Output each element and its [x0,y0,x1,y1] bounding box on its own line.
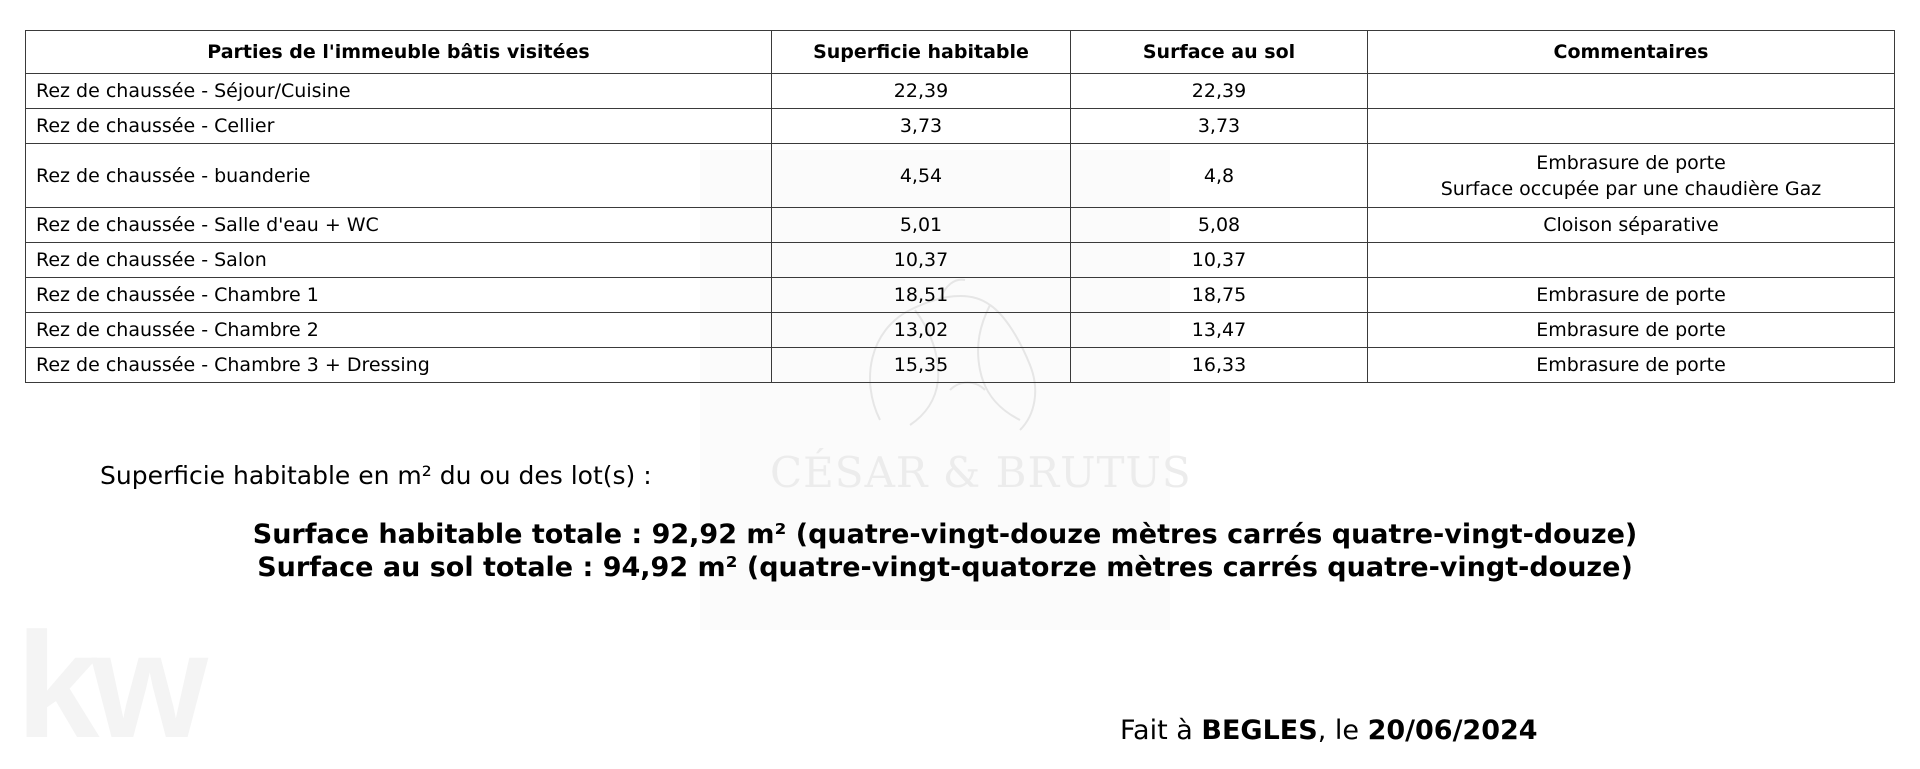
floor-area-value: 22,39 [1071,74,1368,109]
living-area-value: 10,37 [772,243,1071,278]
table-row [26,144,1895,208]
floor-area-value: 16,33 [1071,348,1368,383]
signoff-place: BEGLES [1201,715,1318,746]
surface-table [25,30,1895,383]
total-floor-area: Surface au sol totale : 94,92 m² (quatre-vingt-quatorze mètres carrés quatre-vingt-douze) [257,552,1633,583]
room-name: Rez de chaussée - Séjour/Cuisine [26,74,772,109]
room-name: Rez de chaussée - Chambre 1 [26,278,772,313]
table-row [26,208,1895,243]
table-row [26,313,1895,348]
comment-cell [1368,243,1895,278]
comment-cell [1368,208,1895,243]
room-name: Rez de chaussée - Cellier [26,109,772,144]
comment-cell [1368,313,1895,348]
table-row [26,278,1895,313]
signoff-line [1120,715,1538,746]
floor-area-value: 18,75 [1071,278,1368,313]
living-area-value: 15,35 [772,348,1071,383]
table-row [26,109,1895,144]
table-row [26,74,1895,109]
comment-line: Embrasure de porte [1536,284,1726,306]
header-living-area: Superficie habitable [772,31,1071,74]
comment-cell [1368,278,1895,313]
comment-line: Surface occupée par une chaudière Gaz [1440,177,1822,200]
signoff-date: 20/06/2024 [1367,715,1538,746]
kw-watermark-logo: kw [16,601,201,769]
comment-line: Cloison séparative [1543,214,1719,236]
living-area-value: 18,51 [772,278,1071,313]
header-comments: Commentaires [1368,31,1895,74]
comment-line: Embrasure de porte [1536,354,1726,376]
table-header-row [26,31,1895,74]
living-area-value: 4,54 [772,144,1071,208]
living-area-value: 5,01 [772,208,1071,243]
comment-cell [1368,348,1895,383]
room-name: Rez de chaussée - buanderie [26,144,772,208]
comment-cell [1368,74,1895,109]
room-name: Rez de chaussée - Chambre 2 [26,313,772,348]
floor-area-value: 13,47 [1071,313,1368,348]
brand-watermark-text: CÉSAR & BRUTUS [770,448,1192,497]
floor-area-value: 3,73 [1071,109,1368,144]
living-area-value: 3,73 [772,109,1071,144]
total-living-area: Surface habitable totale : 92,92 m² (quatre-vingt-douze mètres carrés quatre-vingt-douze) [252,519,1638,550]
signoff-middle: , le [1317,715,1368,746]
floor-area-value: 10,37 [1071,243,1368,278]
summary-label: Superficie habitable en m² du ou des lot(s) : [100,461,652,490]
living-area-value: 22,39 [772,74,1071,109]
floor-area-value: 4,8 [1071,144,1368,208]
comment-line: Embrasure de porte [1536,319,1726,341]
signoff-prefix: Fait à [1120,715,1202,746]
comment-cell [1368,109,1895,144]
room-name: Rez de chaussée - Salle d'eau + WC [26,208,772,243]
floor-area-value: 5,08 [1071,208,1368,243]
living-area-value: 13,02 [772,313,1071,348]
header-part: Parties de l'immeuble bâtis visitées [26,31,772,74]
table-row [26,243,1895,278]
header-floor-area: Surface au sol [1071,31,1368,74]
table-row [26,348,1895,383]
comment-line: Embrasure de porte [1536,151,1726,174]
room-name: Rez de chaussée - Chambre 3 + Dressing [26,348,772,383]
comment-cell [1368,144,1895,208]
room-name: Rez de chaussée - Salon [26,243,772,278]
